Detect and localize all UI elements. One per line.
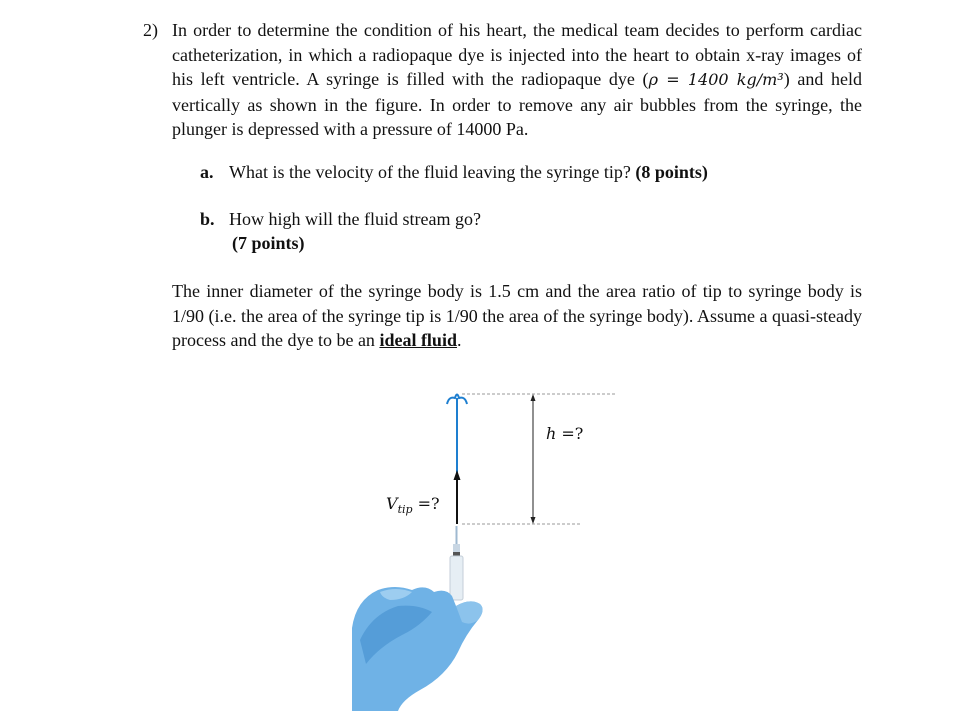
glove-thumb <box>456 601 483 623</box>
details-text-2: . <box>456 330 462 350</box>
height-equals: =? <box>556 424 584 443</box>
syringe-barrel <box>450 556 463 600</box>
height-arrow-down-head <box>531 517 536 524</box>
question-intro <box>172 18 862 142</box>
stream-splash <box>447 395 467 405</box>
question-number: 2) <box>143 20 158 40</box>
subquestion-b-points: (7 points) <box>232 233 305 253</box>
glove-shadow <box>360 606 432 664</box>
density-formula: ρ = 1400 kg/m³ <box>648 70 784 89</box>
velocity-subscript: tip <box>397 503 413 516</box>
syringe-band <box>453 552 460 556</box>
velocity-symbol: V <box>386 494 398 513</box>
height-symbol: h <box>546 424 557 443</box>
subquestion-a-points: (8 points) <box>635 162 708 182</box>
intro-text-2: ) and held vertically as shown in the figure. In order to remove any air bubbles from the syringe, the plunger is depressed with a pressure of 14000 Pa. <box>172 69 863 139</box>
intro-text-1: In order to determine the condition of his heart, the medical team decides to perform cardiac catheterization, in which a radiopaque dye is injected into the heart to obtain x-ray images of his left ventricle. A syringe is filled with the radiopaque dye ( <box>172 20 862 89</box>
subquestion-a-label: a. <box>200 162 214 182</box>
subquestion-b <box>200 207 481 255</box>
subquestion-b-label: b. <box>200 209 215 229</box>
syringe-needle <box>456 526 458 544</box>
height-arrow-up-head <box>531 394 536 401</box>
velocity-label <box>386 494 440 516</box>
ideal-fluid-emphasis: ideal fluid <box>379 330 457 350</box>
velocity-equals: =? <box>412 494 440 513</box>
subquestion-a <box>200 160 708 184</box>
height-label <box>546 424 583 443</box>
subquestion-a-text: What is the velocity of the fluid leaving the syringe tip? <box>229 162 631 182</box>
problem-details <box>172 279 862 353</box>
syringe-hub <box>453 544 460 554</box>
glove-hand <box>352 587 483 711</box>
subquestion-b-text: How high will the fluid stream go? <box>229 209 481 229</box>
glove-finger-highlight <box>380 589 412 600</box>
velocity-arrow-head <box>454 470 461 480</box>
details-text-1: The inner diameter of the syringe body is 1.5 cm and the area ratio of tip to syringe body is 1/90 (i.e. the area of the syringe tip is 1/90 the area of the syringe body). Assume a quasi-steady process and the dye to be an <box>172 281 862 350</box>
